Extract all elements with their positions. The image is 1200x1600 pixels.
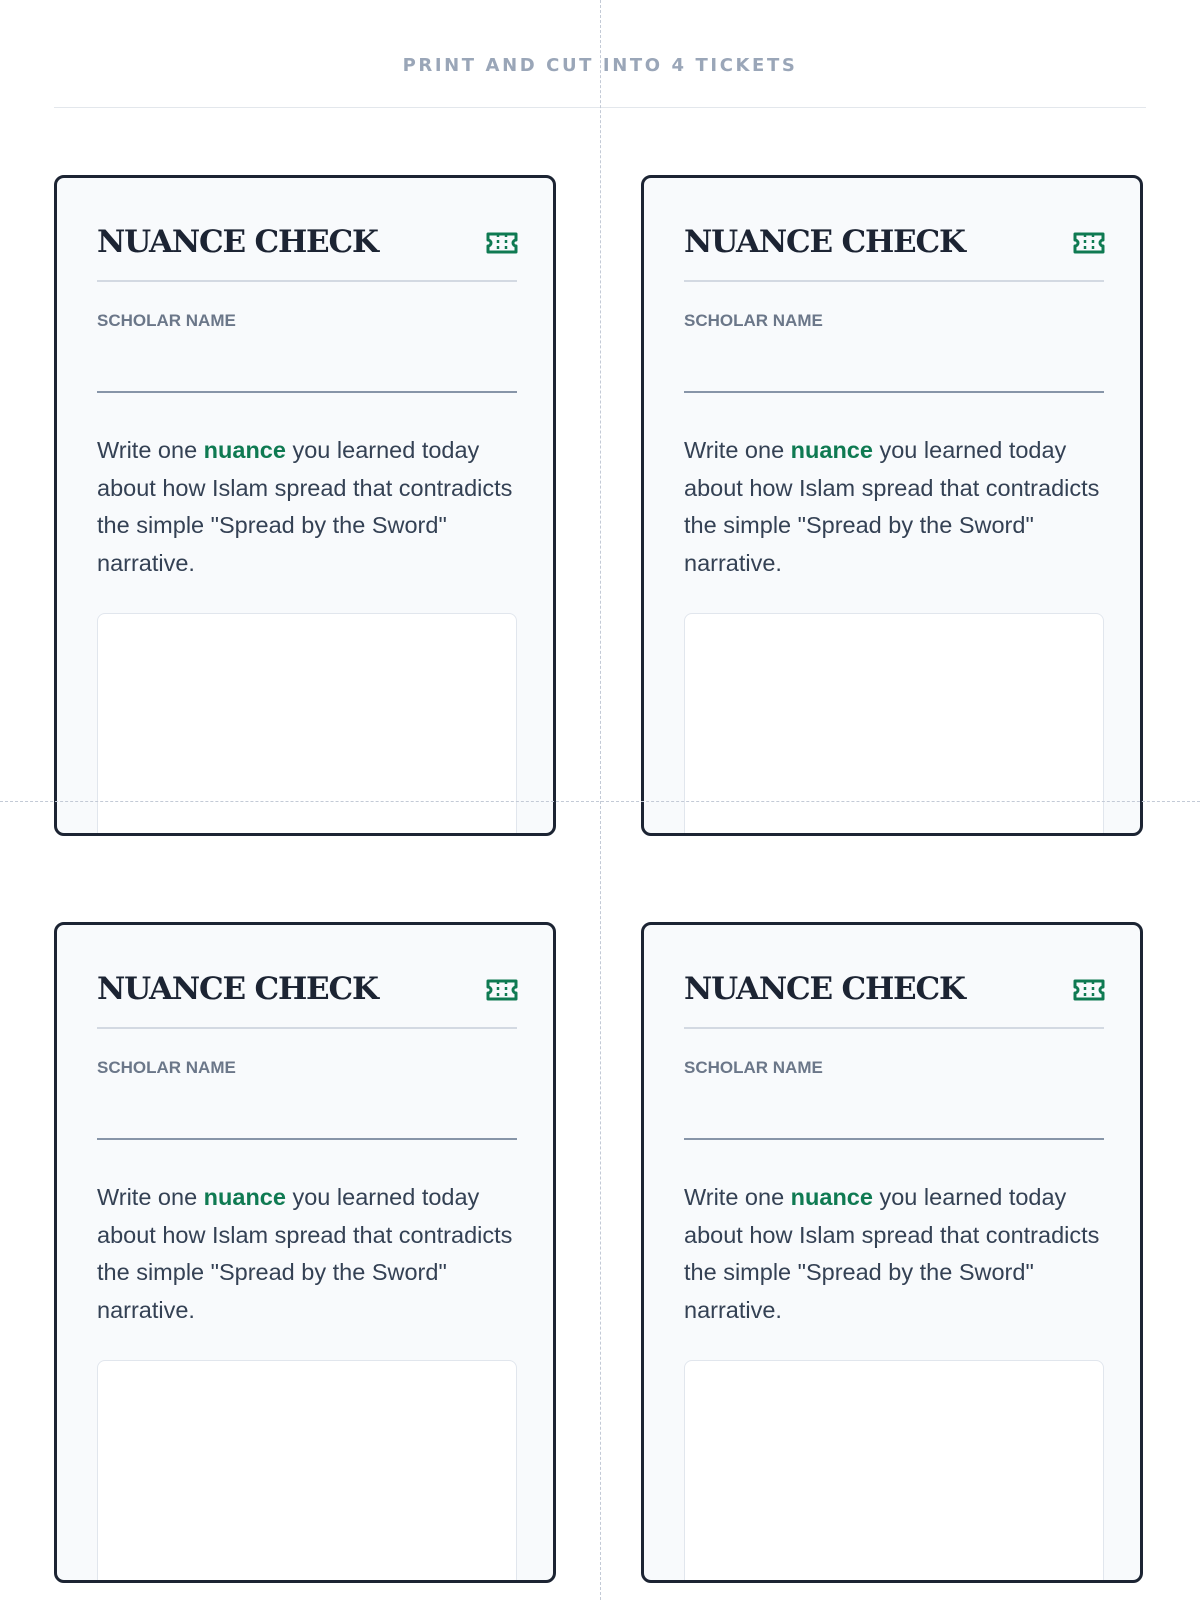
prompt-end: you learned today about how Islam spread that contradicts the simple "Spread by the Sword" narrative. [97,1184,513,1323]
horizontal-cut-line [0,801,1200,802]
scholar-name-line[interactable] [97,391,517,393]
prompt-highlight: nuance [203,1184,286,1210]
prompt-highlight: nuance [790,437,873,463]
scholar-name-line[interactable] [97,1138,517,1140]
ticket-icon [485,230,519,256]
prompt-highlight: nuance [203,437,286,463]
print-instruction: PRINT AND CUT INTO 4 TICKETS [402,55,798,76]
ticket-title: NUANCE CHECK [97,224,378,260]
prompt-end: you learned today about how Islam spread that contradicts the simple "Spread by the Sword" narrative. [684,437,1100,576]
prompt-start: Write one [684,437,791,463]
prompt-text [684,432,1112,582]
title-divider [684,280,1104,282]
prompt-text [97,432,525,582]
title-divider [97,1027,517,1029]
prompt-text [684,1179,1112,1329]
ticket-title: NUANCE CHECK [684,971,965,1007]
scholar-name-label: SCHOLAR NAME [684,311,823,330]
scholar-name-label: SCHOLAR NAME [97,311,236,330]
title-divider [97,280,517,282]
ticket-card [641,922,1143,1583]
ticket-title: NUANCE CHECK [97,971,378,1007]
ticket-title: NUANCE CHECK [684,224,965,260]
scholar-name-line[interactable] [684,391,1104,393]
ticket-icon [1072,230,1106,256]
title-divider [684,1027,1104,1029]
scholar-name-label: SCHOLAR NAME [97,1058,236,1077]
prompt-end: you learned today about how Islam spread that contradicts the simple "Spread by the Sword" narrative. [97,437,513,576]
scholar-name-line[interactable] [684,1138,1104,1140]
answer-box[interactable] [97,613,517,836]
scholar-name-label: SCHOLAR NAME [684,1058,823,1077]
prompt-end: you learned today about how Islam spread that contradicts the simple "Spread by the Sword" narrative. [684,1184,1100,1323]
vertical-cut-line [600,0,601,1600]
ticket-icon [1072,977,1106,1003]
ticket-card [641,175,1143,836]
answer-box[interactable] [684,613,1104,836]
prompt-highlight: nuance [790,1184,873,1210]
ticket-card [54,922,556,1583]
prompt-text [97,1179,525,1329]
answer-box[interactable] [684,1360,1104,1583]
prompt-start: Write one [97,1184,204,1210]
ticket-icon [485,977,519,1003]
prompt-start: Write one [684,1184,791,1210]
prompt-start: Write one [97,437,204,463]
ticket-card [54,175,556,836]
answer-box[interactable] [97,1360,517,1583]
